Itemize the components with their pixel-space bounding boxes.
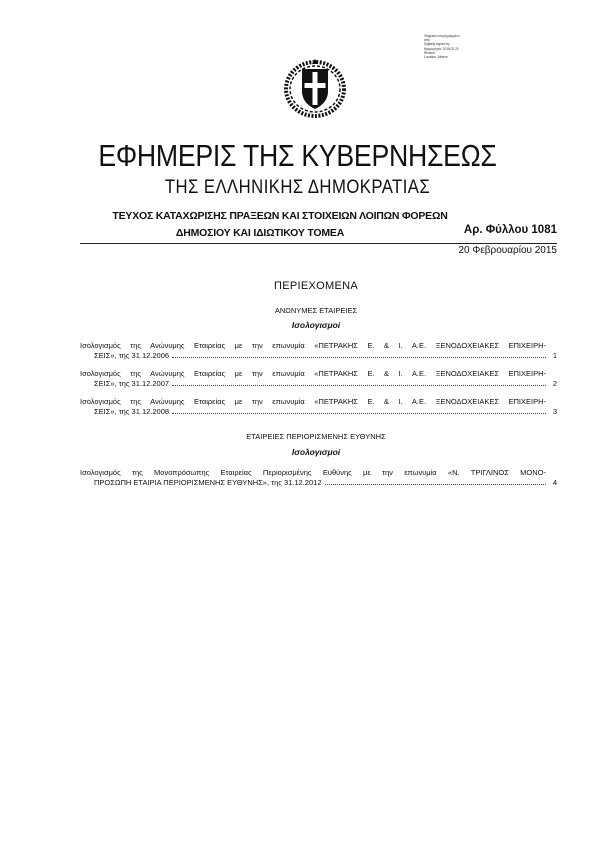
stamp-line: Digitally signed by [424, 42, 450, 47]
entry-text-continued: ΣΕΙΣ», της 31.12.2006 [94, 351, 170, 360]
stamp-line: Location: Athens [424, 55, 448, 60]
section-title: ΑΝΩΝΥΜΕΣ ΕΤΑΙΡΕΙΕΣ [274, 306, 358, 315]
entry-page-number: 1 [552, 351, 557, 360]
greek-coat-of-arms-icon [282, 55, 348, 119]
gazette-subtitle: ΤΗΣ ΕΛΛΗΝΙΚΗΣ ΔΗΜΟΚΡΑΤΙΑΣ [164, 177, 431, 198]
entry-text-continued: ΣΕΙΣ», της 31.12.2008 [94, 407, 170, 416]
entry-page-number: 3 [552, 407, 557, 416]
contents-heading: ΠΕΡΙΕΧΟΜΕΝΑ [274, 280, 358, 292]
issue-type-line-1: ΤΕΥΧΟΣ ΚΑΤΑΧΩΡΙΣΗΣ ΠΡΑΞΕΩΝ ΚΑΙ ΣΤΟΙΧΕΙΩΝ ΛΟΙΠΩΝ ΦΟΡΕΩΝ [112, 210, 448, 222]
stamp-line: από [424, 38, 430, 43]
entry-text-continued: ΣΕΙΣ», της 31.12.2007 [94, 379, 170, 388]
entry-text: Ισολογισμός της Ανώνυμης Εταιρείας με την επωνυμία «ΠΕΤΡΑΚΗΣ Ε. & Ι. Α.Ε. ΞΕΝΟΔΟΧΕΙΑΚΕΣ ΕΠΙΧΕΙΡΗ- [80, 397, 546, 406]
contents-entry[interactable] [80, 468, 557, 488]
issue-date: 20 Φεβρουαρίου 2015 [458, 245, 557, 256]
header-divider [80, 243, 557, 244]
dot-leader [172, 351, 546, 358]
entry-text-continued: ΠΡΟΣΩΠΗ ΕΤΑΙΡΙΑ ΠΕΡΙΟΡΙΣΜΕΝΗΣ ΕΥΘΥΝΗΣ», της 31.12.2012 [94, 478, 322, 487]
entry-text: Ισολογισμός της Ανώνυμης Εταιρείας με την επωνυμία «ΠΕΤΡΑΚΗΣ Ε. & Ι. Α.Ε. ΞΕΝΟΔΟΧΕΙΑΚΕΣ ΕΠΙΧΕΙΡΗ- [80, 369, 546, 378]
contents-entry[interactable] [80, 397, 557, 417]
entry-text: Ισολογισμός της Ανώνυμης Εταιρείας με την επωνυμία «ΠΕΤΡΑΚΗΣ Ε. & Ι. Α.Ε. ΞΕΝΟΔΟΧΕΙΑΚΕΣ ΕΠΙΧΕΙΡΗ- [80, 341, 546, 350]
section-subtitle: Ισολογισμοί [291, 447, 341, 457]
stamp-line: Reason: [424, 50, 436, 55]
entry-page-number: 4 [552, 478, 557, 487]
dot-leader [172, 407, 546, 414]
contents-entry[interactable] [80, 341, 557, 361]
dot-leader [325, 478, 546, 485]
dot-leader [172, 379, 546, 386]
section-subtitle: Ισολογισμοί [291, 320, 341, 330]
issue-type-line-2: ΔΗΜΟΣΙΟΥ ΚΑΙ ΙΔΙΩΤΙΚΟΥ ΤΟΜΕΑ [175, 227, 345, 239]
stamp-line: Ψηφιακά υπογεγραμμένο [424, 34, 460, 38]
entry-page-number: 2 [552, 379, 557, 388]
entry-text: Ισολογισμός της Μονοπρόσωπης Εταιρείας Περιορισμένης Ευθύνης με την επωνυμία «Ν. ΤΡΙΓΛΙΝΟΣ ΜΟΝΟ- [80, 468, 546, 477]
section-title: ΕΤΑΙΡΕΙΕΣ ΠΕΡΙΟΡΙΣΜΕΝΗΣ ΕΥΘΥΝΗΣ [246, 432, 386, 441]
digital-signature-stamp [424, 34, 484, 59]
contents-entry[interactable] [80, 369, 557, 389]
sheet-number: Αρ. Φύλλου 1081 [463, 224, 557, 236]
gazette-title: ΕΦΗΜΕΡΙΣ ΤΗΣ ΚΥΒΕΡΝΗΣΕΩΣ [98, 138, 497, 173]
stamp-line: Ημερομηνία: 2015.02.20 [424, 46, 459, 51]
